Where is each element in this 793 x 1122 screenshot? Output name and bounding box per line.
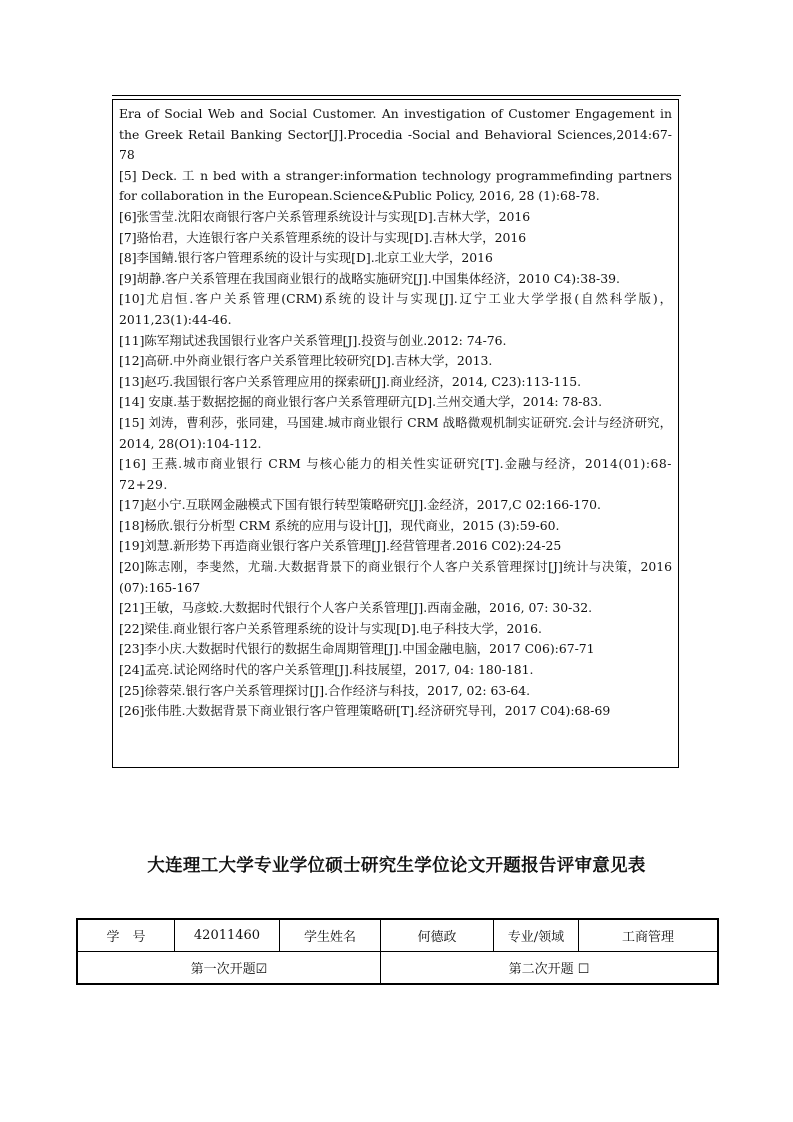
student-name-label: 学生姓名	[280, 919, 381, 952]
reference-entry: [11]陈军翔试述我国银行业客户关系管理[J].投资与创业.2012: 74-76.	[119, 332, 507, 348]
reference-entry: [25]徐蓉荣.银行客户关系管理探讨[J].合作经济与科技，2017, 02: 63-64.	[119, 682, 531, 698]
form-title: 大连理工大学专业学位硕士研究生学位论文开题报告评审意见表	[147, 856, 646, 876]
second-proposal-checkbox[interactable]: 第二次开题 ☐	[381, 952, 719, 985]
student-id-label: 学 号	[77, 919, 175, 952]
reference-entry: [12]高研.中外商业银行客户关系管理比较研究[D].吉林大学，2013.	[119, 353, 493, 369]
major-value: 工商管理	[579, 919, 719, 952]
reference-entry: [19]刘慧.新形势下再造商业银行客户关系管理[J].经营管理者.2016 C02):24-25	[119, 538, 562, 554]
top-rule	[112, 95, 681, 96]
reference-entry: [13]赵巧.我国银行客户关系管理应用的探索研[J].商业经济，2014, C23):113-115.	[119, 373, 582, 389]
reference-entry: [8]李国鲭.银行客户管理系统的设计与实现[D].北京工业大学，2016	[119, 250, 493, 266]
reference-entry: [9]胡静.客户关系管理在我国商业银行的战略实施研究[J].中国集体经济，2010 C4):38-39.	[119, 270, 620, 286]
student-name-value: 何德政	[381, 919, 494, 952]
reference-entry: [22]梁佳.商业银行客户关系管理系统的设计与实现[D].电子科技大学，2016.	[119, 620, 542, 636]
reference-entry: [14] 安康.基于数据挖掘的商业银行客户关系管理研亢[D].兰州交通大学，2014: 78-83.	[119, 394, 603, 410]
reference-entry: [10]尤启恒.客户关系管理(CRM)系统的设计与实现[J].辽宁工业大学学报(自然科学版)，2011,23(1):44-46.	[119, 291, 672, 327]
first-proposal-checkbox[interactable]: 第一次开题☑	[77, 952, 381, 985]
table-row	[77, 952, 718, 985]
references-box	[112, 99, 679, 768]
reference-entry: [21]王敏，马彦蛟.大数据时代银行个人客户关系管理[J].西南金融，2016, 07: 30-32.	[119, 600, 593, 616]
reference-entry: Era of Social Web and Social Customer. An investigation of Customer Engagement in the Greek Retail Banking Sector[J].Procedia -Social and Behavioral Sciences,2014:67-78	[119, 106, 672, 163]
reference-entry: [6]张雪莹.沈阳农商银行客户关系管理系统设计与实现[D].吉林大学，2016	[119, 208, 531, 224]
reference-entry: [26]张伟胜.大数据背景下商业银行客户管理策略研[T].经济研究导刊，2017 C04):68-69	[119, 703, 611, 719]
reference-entry: [16] 王燕.城市商业银行 CRM 与核心能力的相关性实证研究[T].金融与经济，2014(01):68-72+29.	[119, 456, 672, 492]
student-id-value: 42011460	[175, 919, 280, 952]
reference-entry: [18]杨欣.银行分析型 CRM 系统的应用与设计[J]，现代商业，2015 (3):59-60.	[119, 517, 560, 533]
review-form-table	[76, 918, 719, 985]
reference-entry: [7]骆怡君，大连银行客户关系管理系统的设计与实现[D].吉林大学，2016	[119, 229, 527, 245]
reference-entry: [15] 刘涛，曹利莎，张同建，马国建.城市商业银行 CRM 战略微观机制实证研究.会计与经济研究，2014, 28(O1):104-112.	[119, 414, 672, 451]
reference-entry: [5] Deck. 工 n bed with a stranger:information technology programmefinding partners for collaboration in the European.Science&Public Policy, 2016, 28 (1):68-78.	[119, 167, 672, 204]
major-label: 专业/领域	[494, 919, 579, 952]
reference-entry: [23]李小庆.大数据时代银行的数据生命周期管理[J].中国金融电脑，2017 C06):67-71	[119, 641, 595, 657]
table-row	[77, 919, 718, 952]
reference-entry: [20]陈志刚，李斐然，尤瑞.大数据背景下的商业银行个人客户关系管理探讨[J]统计与决策，2016 (07):165-167	[119, 559, 672, 595]
reference-entry: [17]赵小宁.互联网金融模式下国有银行转型策略研究[J].金经济，2017,C 02:166-170.	[119, 497, 601, 513]
reference-entry: [24]孟亮.试论网络时代的客户关系管理[J].科技展望，2017, 04: 180-181.	[119, 662, 534, 678]
